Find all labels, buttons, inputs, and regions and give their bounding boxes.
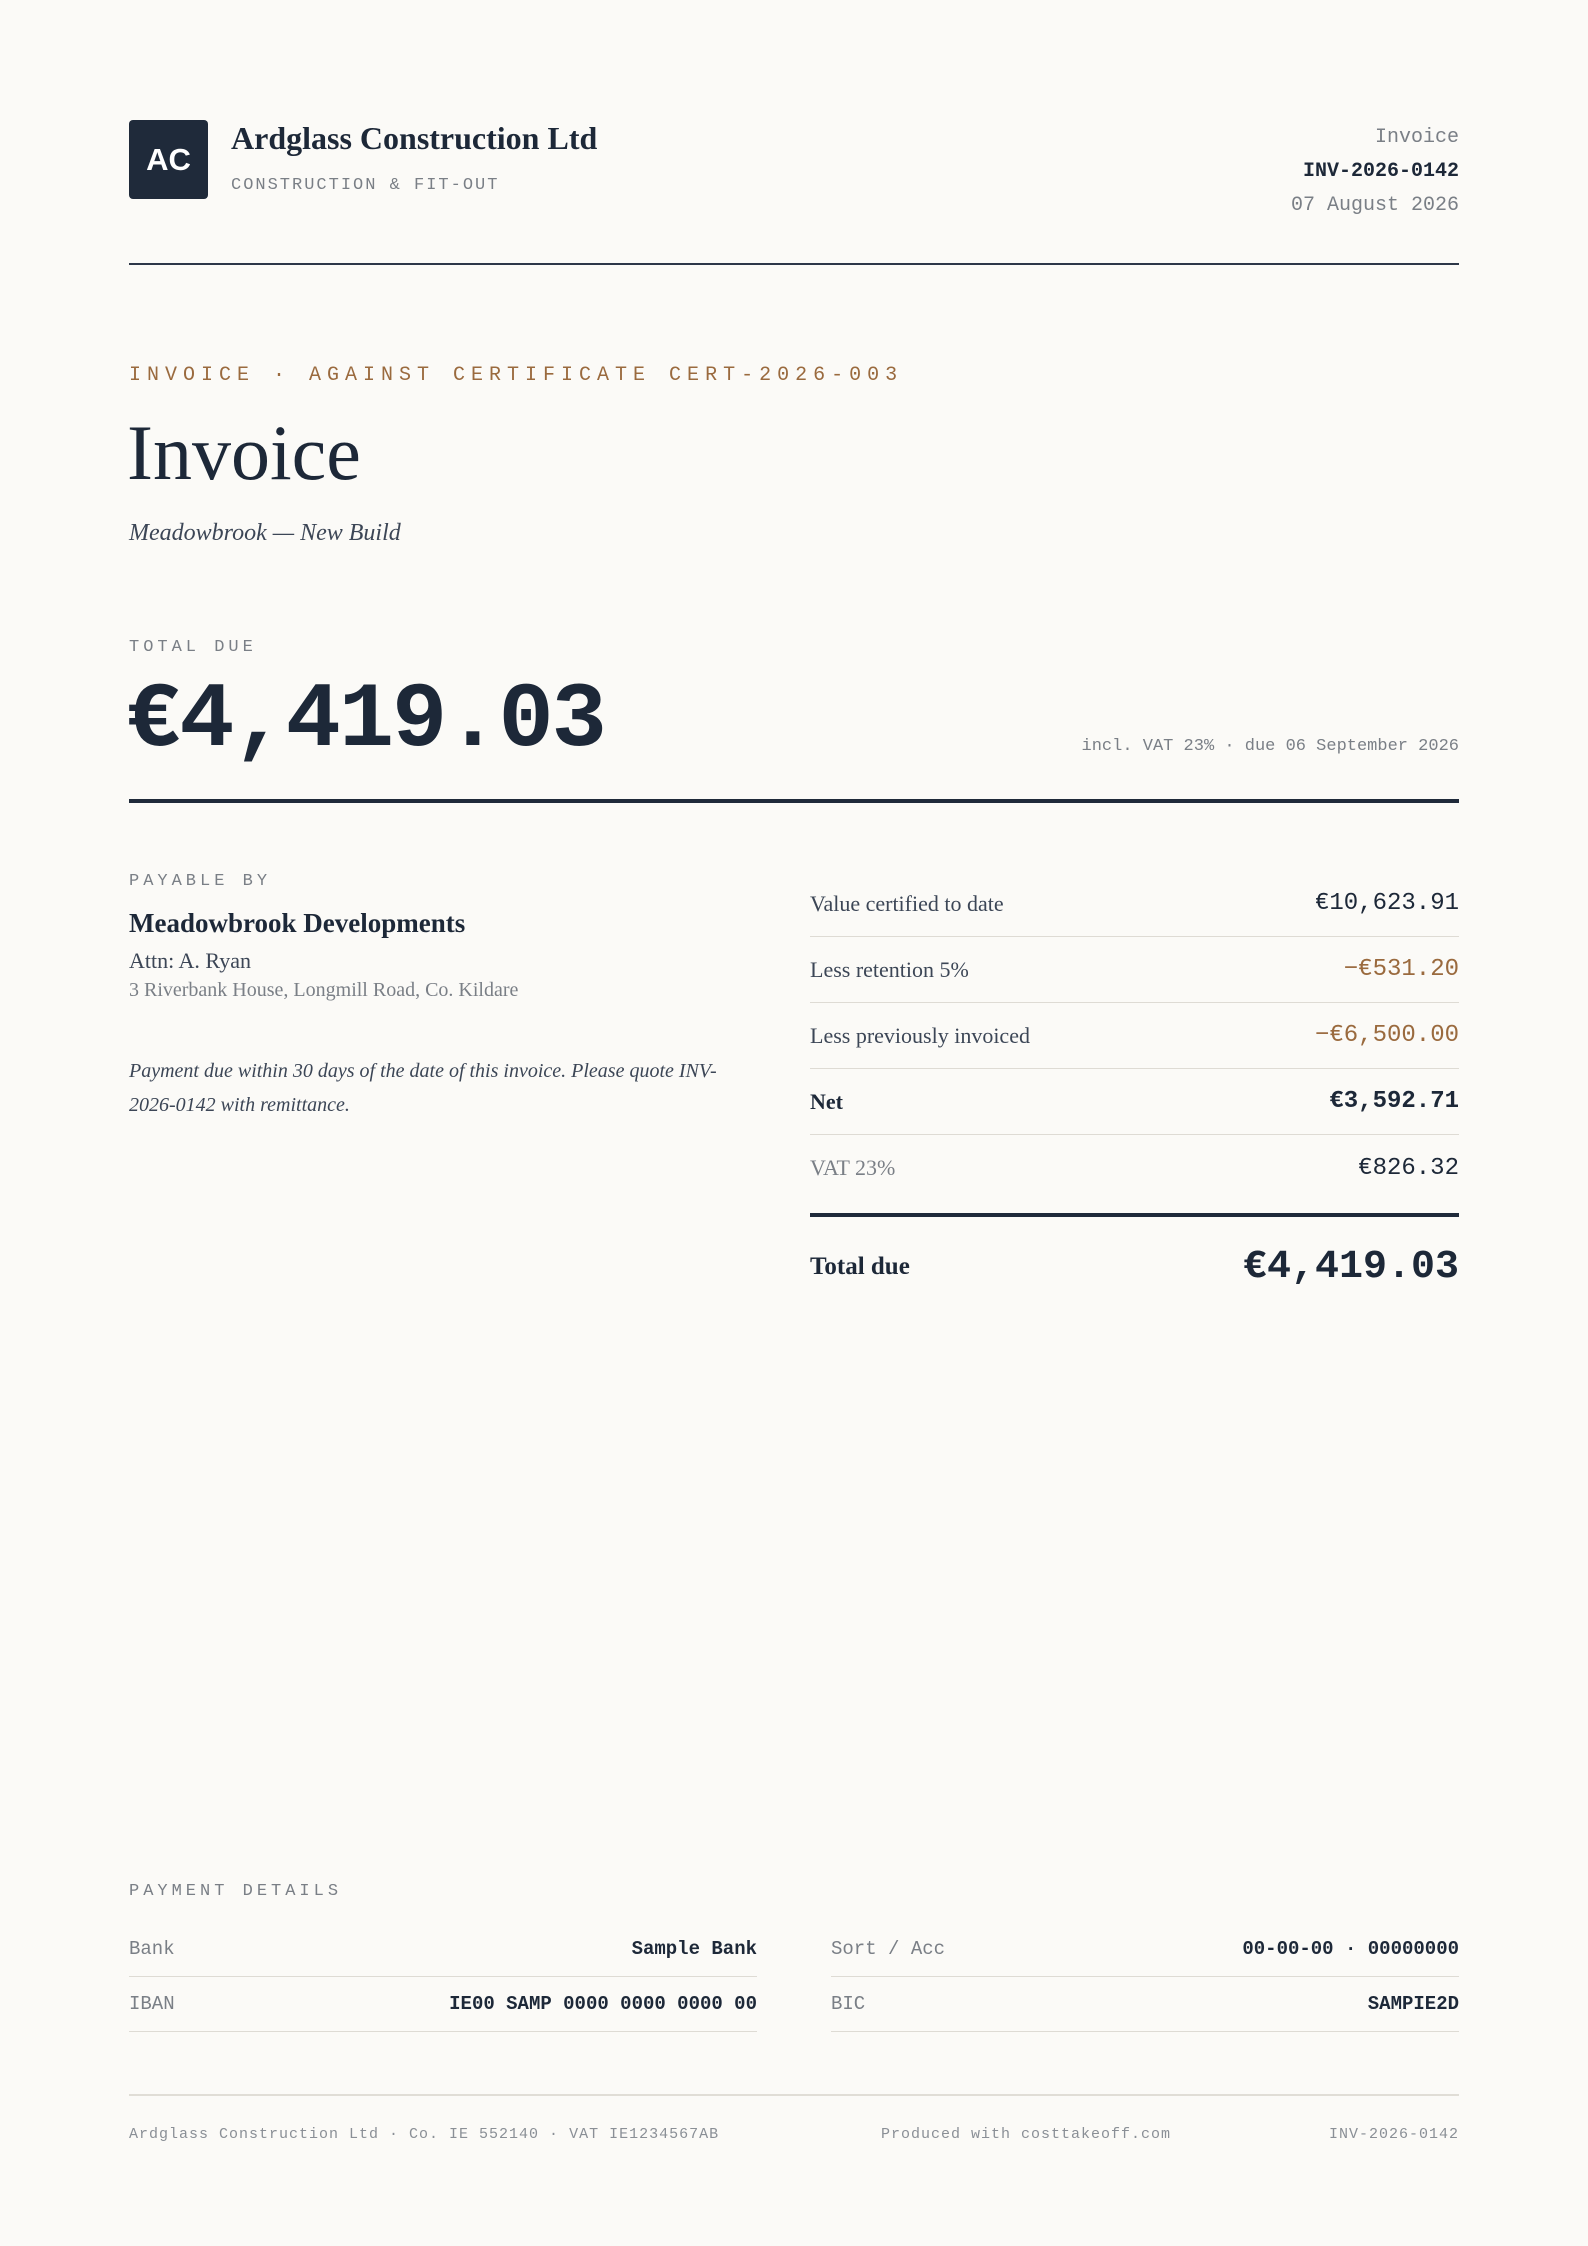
payer-name: Meadowbrook Developments <box>129 908 466 938</box>
payer-attention: Attn: A. Ryan <box>129 948 251 973</box>
summary-value: −€531.20 <box>1343 956 1459 983</box>
summary-label: Less retention 5% <box>810 956 969 982</box>
payment-details-label: PAYMENT DETAILS <box>129 1882 343 1901</box>
footer-invoice-ref: INV-2026-0142 <box>1328 2126 1459 2143</box>
header-divider <box>129 263 1459 265</box>
bic-label: BIC <box>831 1993 866 2015</box>
summary-row-previously-invoiced <box>810 1003 1459 1069</box>
summary-label: VAT 23% <box>810 1155 896 1180</box>
payment-details-left <box>129 1922 757 2032</box>
summary-total-value: €4,419.03 <box>1242 1244 1459 1290</box>
iban-value: IE00 SAMP 0000 0000 0000 00 <box>449 1993 757 2015</box>
summary-value: −€6,500.00 <box>1314 1022 1459 1049</box>
company-logo: AC <box>129 120 208 199</box>
total-due-amount: €4,419.03 <box>126 668 605 773</box>
payment-details-right <box>831 1922 1459 2032</box>
summary-label: Value certified to date <box>810 890 1004 916</box>
sort-acc-value: 00-00-00 · 00000000 <box>1242 1938 1459 1960</box>
invoice-number: INV-2026-0142 <box>1302 160 1459 183</box>
page-title: Invoice <box>127 409 361 496</box>
company-tagline: CONSTRUCTION & FIT-OUT <box>231 176 500 195</box>
invoice-date: 07 August 2026 <box>1290 194 1459 217</box>
invoice-summary <box>810 871 1459 1317</box>
payable-by-label: PAYABLE BY <box>129 872 272 891</box>
summary-value: €10,623.91 <box>1314 890 1459 917</box>
total-due-label: TOTAL DUE <box>129 638 257 657</box>
total-divider <box>129 799 1459 803</box>
bank-label: Bank <box>129 1938 175 1960</box>
summary-row-vat <box>810 1135 1459 1201</box>
footer-divider <box>129 2094 1459 2096</box>
summary-row-certified <box>810 871 1459 937</box>
footer-company-info: Ardglass Construction Ltd · Co. IE 552140 · VAT IE1234567AB <box>129 2126 720 2143</box>
invoice-eyebrow: INVOICE · AGAINST CERTIFICATE CERT-2026-003 <box>129 364 904 387</box>
summary-label: Net <box>810 1088 843 1114</box>
summary-total-label: Total due <box>810 1253 910 1280</box>
summary-row-total <box>810 1217 1459 1317</box>
document-type: Invoice <box>1374 126 1459 149</box>
summary-value: €826.32 <box>1358 1154 1459 1182</box>
project-subtitle: Meadowbrook — New Build <box>129 520 401 546</box>
payer-address: 3 Riverbank House, Longmill Road, Co. Kildare <box>129 979 519 1001</box>
summary-value: €3,592.71 <box>1329 1088 1459 1115</box>
iban-label: IBAN <box>129 1993 175 2015</box>
sort-acc-label: Sort / Acc <box>831 1938 946 1960</box>
footer-produced-with: Produced with costtakeoff.com <box>881 2126 1172 2143</box>
summary-row-net <box>810 1069 1459 1135</box>
bank-value: Sample Bank <box>631 1938 757 1960</box>
iban-row <box>129 1977 757 2032</box>
bic-value: SAMPIE2D <box>1367 1993 1459 2015</box>
bank-row <box>129 1922 757 1977</box>
summary-row-retention <box>810 937 1459 1003</box>
summary-label: Less previously invoiced <box>810 1022 1030 1048</box>
total-due-note: incl. VAT 23% · due 06 September 2026 <box>1081 737 1459 756</box>
company-name: Ardglass Construction Ltd <box>231 120 598 156</box>
document-meta <box>1291 124 1459 220</box>
payment-terms-note: Payment due within 30 days of the date of this invoice. Please quote INV-2026-0142 with remittance. <box>129 1060 717 1116</box>
bic-row <box>831 1977 1459 2032</box>
sort-acc-row <box>831 1922 1459 1977</box>
